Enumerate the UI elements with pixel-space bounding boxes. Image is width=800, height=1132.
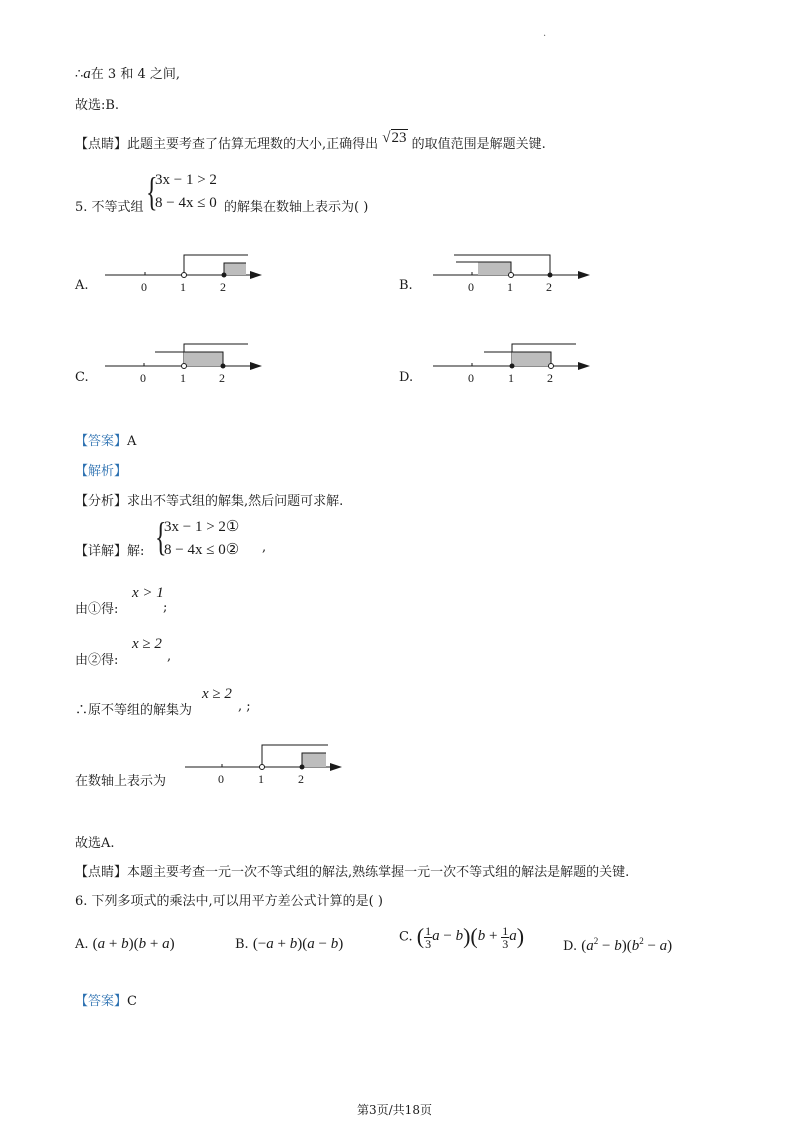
by1-line	[75, 598, 118, 617]
choose-line: 故选A.	[75, 836, 115, 851]
answer-5-line	[75, 430, 136, 449]
by2-math: x ≥ 2	[132, 636, 162, 652]
q6-option-d-expr: $(a^2 - b)(b^2 - a)$	[581, 936, 673, 954]
q5-option-c-label[interactable]: C.	[75, 370, 89, 385]
xiangjie-lead: 解:	[127, 544, 145, 559]
answer-sys-line-2: 8 − 4x ≤ 0②	[164, 542, 240, 558]
answer-value: A	[127, 434, 137, 449]
q5-number: 5. 不等式组	[75, 200, 144, 215]
tick-1: 1	[258, 772, 264, 786]
number-line-b	[428, 245, 593, 295]
q6-option-c-label: C.	[399, 929, 413, 945]
q5-sys-line-2: 8 − 4x ≤ 0	[155, 195, 217, 211]
orig-line	[75, 699, 192, 718]
tick-1: 1	[507, 280, 513, 294]
tick-0: 0	[140, 371, 146, 385]
answer-6-value: C	[127, 994, 137, 1009]
tick-0: 0	[218, 772, 224, 786]
line-1-rest: 在 3 和 4 之间,	[90, 67, 180, 82]
q6-option-d[interactable]	[563, 936, 672, 955]
line-3-a: 此题主要考查了估算无理数的大小,正确得出	[127, 137, 379, 152]
by2-label: 由②得:	[75, 653, 119, 668]
header-mark: .	[543, 28, 547, 39]
tick-0: 0	[468, 371, 474, 385]
sqrt-23: √23	[382, 130, 407, 146]
fenxi-tag: 【分析】	[75, 494, 128, 509]
q5-option-a-label[interactable]: A.	[75, 278, 89, 293]
tick-2: 2	[546, 280, 552, 294]
brace-icon: {	[155, 514, 167, 559]
tick-2: 2	[298, 772, 304, 786]
q6-option-a-label: A.	[75, 937, 89, 952]
dianjing-line-2	[75, 861, 629, 880]
orig-label: ∴原不等组的解集为	[75, 703, 193, 718]
tick-1: 1	[180, 280, 186, 294]
page-footer: 第3页/共18页	[357, 1103, 432, 1117]
number-line-a	[100, 245, 265, 295]
tick-1: 1	[508, 371, 514, 385]
variable-a: a	[83, 66, 91, 82]
q5-option-d-label[interactable]: D.	[399, 370, 414, 385]
brace-icon: {	[146, 169, 158, 214]
xiangjie-tag: 【详解】	[75, 544, 128, 559]
tick-0: 0	[141, 280, 147, 294]
text-line-3	[75, 130, 546, 153]
answer-6-line	[75, 990, 137, 1009]
by2-line	[75, 649, 118, 668]
by1-tail: ;	[163, 600, 168, 615]
q6-option-d-label: D.	[563, 939, 578, 954]
onaxis-label: 在数轴上表示为	[75, 774, 167, 789]
orig-tail: , ;	[238, 699, 251, 714]
tick-1: 1	[180, 371, 186, 385]
fenxi-line	[75, 490, 343, 509]
answer-system	[155, 515, 265, 565]
q5-option-b-label[interactable]: B.	[399, 278, 413, 293]
line-3-b: 的取值范围是解题关键.	[411, 137, 546, 152]
xiangjie-line	[75, 540, 144, 559]
by1-label: 由①得:	[75, 602, 119, 617]
orig-math: x ≥ 2	[202, 686, 232, 702]
q6-stem: 6. 下列多项式的乘法中,可以用平方差公式计算的是( )	[75, 894, 383, 909]
number-line-c	[100, 336, 265, 386]
text-line-1	[75, 63, 180, 83]
therefore-symbol: ∴	[75, 67, 84, 82]
tick-2: 2	[547, 371, 553, 385]
answer-sys-line-1: 3x − 1 > 2①	[164, 519, 240, 535]
q6-option-b[interactable]	[235, 936, 343, 953]
q5-sys-line-1: 3x − 1 > 2	[155, 172, 217, 188]
text-line-2: 故选:B.	[75, 98, 120, 113]
q6-option-c[interactable]	[399, 924, 524, 950]
by1-math: x > 1	[132, 585, 164, 601]
q6-option-a[interactable]	[75, 936, 175, 953]
q6-option-b-label: B.	[235, 937, 249, 952]
answer-sys-tail: ,	[262, 540, 267, 555]
tick-2: 2	[219, 371, 225, 385]
q6-option-b-expr: (−a + b)(a − b)	[252, 936, 344, 952]
dianjing-tag-2: 【点睛】	[75, 865, 128, 880]
answer-6-tag: 【答案】	[75, 994, 128, 1009]
answer-tag: 【答案】	[75, 434, 128, 449]
tick-2: 2	[220, 280, 226, 294]
tick-0: 0	[468, 280, 474, 294]
by2-tail: ,	[167, 649, 172, 664]
fenxi-text: 求出不等式组的解集,然后问题可求解.	[127, 494, 344, 509]
q5-after: 的解集在数轴上表示为( )	[224, 200, 369, 215]
number-line-answer	[180, 737, 345, 787]
analysis-tag: 【解析】	[75, 464, 128, 479]
q6-option-a-expr: (a + b)(b + a)	[92, 936, 175, 952]
q6-option-c-expr: ( $\frac{1}{3}$ a − b)(b + $\frac{1}{3}$ a)	[416, 923, 525, 951]
dianjing-tag-1: 【点睛】	[75, 137, 128, 152]
q5-system	[146, 170, 226, 220]
number-line-d	[428, 336, 593, 386]
dianjing-text-2: 本题主要考查一元一次不等式组的解法,熟练掌握一元一次不等式组的解法是解题的关键.	[127, 865, 630, 880]
